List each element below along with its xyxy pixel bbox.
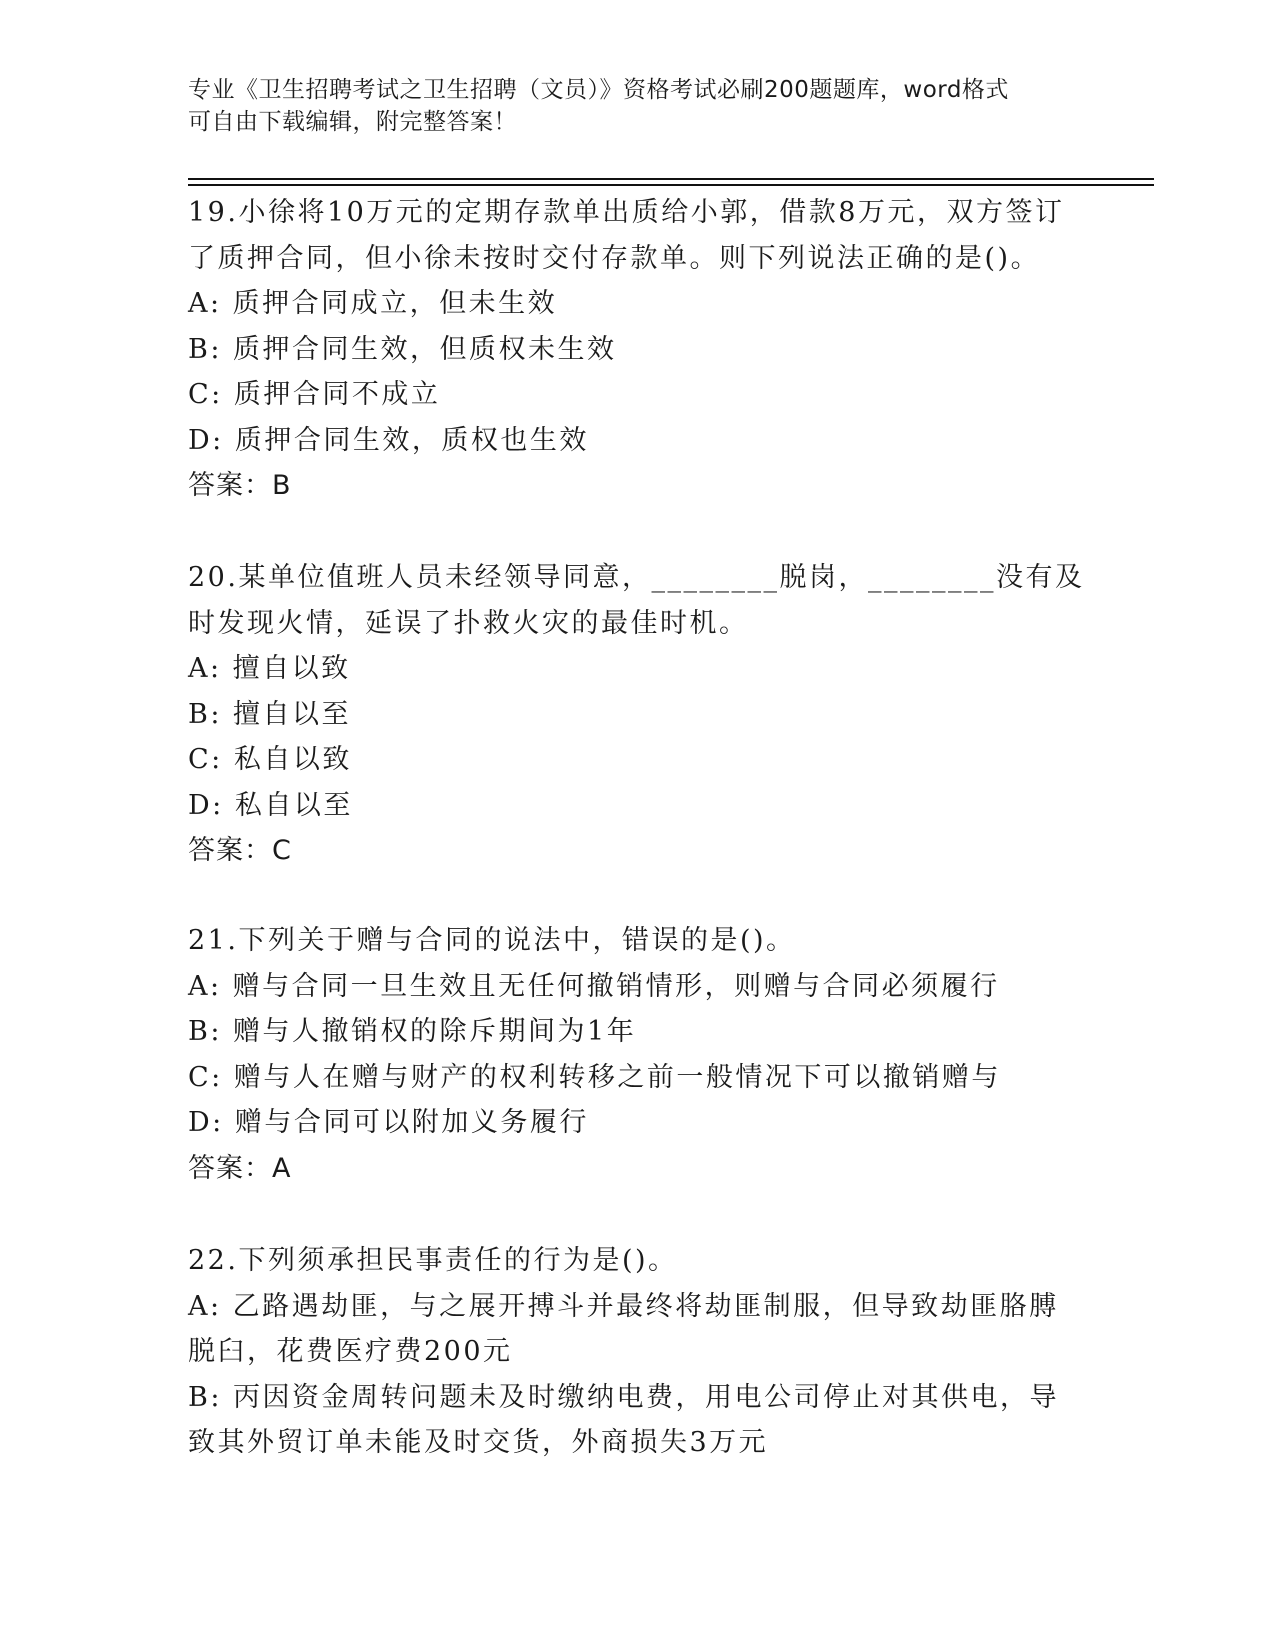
question-stem: 21.下列关于赠与合同的说法中，错误的是()。 (188, 925, 796, 956)
page-header (188, 74, 1088, 138)
option-a: A: 擅自以致 (188, 653, 351, 684)
header-divider-bottom (188, 184, 1154, 186)
option-c: C: 私自以致 (188, 744, 352, 775)
header-line-1: 专业《卫生招聘考试之卫生招聘（文员）》资格考试必刷200题题库，word格式 (188, 77, 1009, 103)
option-d: D: 质押合同生效，质权也生效 (188, 424, 589, 456)
option-b: B: 赠与人撤销权的除斥期间为1年 (188, 1016, 637, 1047)
option-b: B: 丙因资金周转问题未及时缴纳电费，用电公司停止对其供电，导致其外贸订单未能及时交货，外商损失3万元 (188, 1381, 1060, 1458)
option-b: B: 质押合同生效，但质权未生效 (188, 333, 617, 365)
question-20 (188, 555, 1088, 874)
answer-line: 答案：C (188, 835, 292, 866)
question-22 (188, 1238, 1088, 1466)
question-stem: 22.下列须承担民事责任的行为是()。 (188, 1245, 678, 1276)
header-divider-top (188, 178, 1154, 180)
option-a: A: 质押合同成立，但未生效 (188, 288, 558, 319)
answer-line: 答案：B (188, 470, 292, 501)
answer-line: 答案：A (188, 1152, 292, 1184)
question-19 (188, 190, 1088, 509)
option-d: D: 赠与合同可以附加义务履行 (188, 1107, 589, 1138)
option-a: A: 乙路遇劫匪，与之展开搏斗并最终将劫匪制服，但导致劫匪胳膊脱臼，花费医疗费200元 (188, 1290, 1059, 1367)
question-stem: 20.某单位值班人员未经领导同意，________脱岗，________没有及时发现火情，延误了扑救火灾的最佳时机。 (188, 562, 1085, 639)
option-b: B: 擅自以至 (188, 698, 352, 730)
question-stem: 19.小徐将10万元的定期存款单出质给小郭，借款8万元，双方签订了质押合同，但小徐未按时交付存款单。则下列说法正确的是()。 (188, 197, 1065, 274)
option-d: D: 私自以至 (188, 789, 353, 821)
option-c: C: 赠与人在赠与财产的权利转移之前一般情况下可以撤销赠与 (188, 1061, 1001, 1093)
question-21 (188, 918, 1088, 1191)
header-line-2: 可自由下载编辑，附完整答案！ (188, 109, 517, 135)
option-c: C: 质押合同不成立 (188, 379, 441, 410)
option-a: A: 赠与合同一旦生效且无任何撤销情形，则赠与合同必须履行 (188, 970, 1000, 1002)
